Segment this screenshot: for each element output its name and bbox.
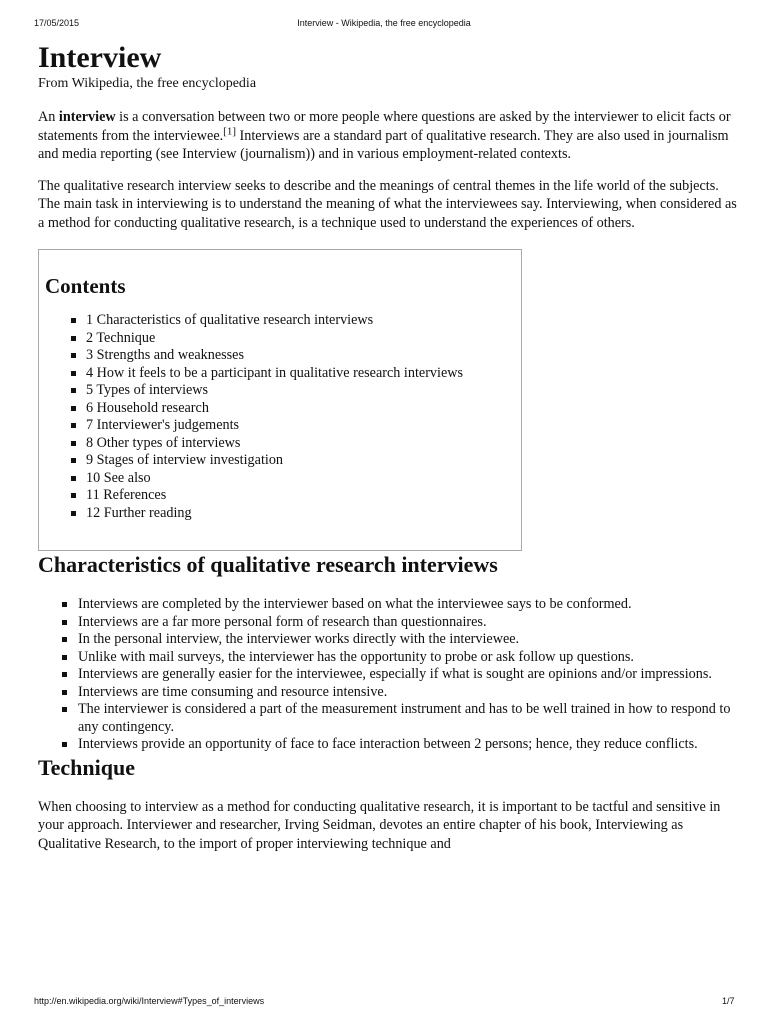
list-item — [38, 614, 738, 632]
bullet-icon — [71, 388, 76, 393]
toc-item[interactable] — [45, 382, 521, 400]
toc-item-text[interactable]: 8 Other types of interviews — [86, 434, 241, 451]
bullet-icon — [62, 742, 67, 747]
toc-item-text[interactable]: 2 Technique — [86, 329, 156, 346]
bullet-icon — [62, 602, 67, 607]
intro-bold-term: interview — [58, 109, 116, 125]
toc-item-text[interactable]: 3 Strengths and weaknesses — [86, 347, 245, 363]
article-content — [38, 40, 738, 853]
toc-item[interactable] — [45, 452, 521, 470]
toc-item[interactable] — [45, 365, 521, 383]
toc-heading: Contents — [45, 274, 126, 298]
bullet-icon — [62, 637, 67, 642]
characteristics-list — [38, 596, 738, 754]
toc-item-text[interactable]: 5 Types of interviews — [86, 382, 209, 398]
list-item-text: In the personal interview, the interviewer works directly with the interviewee. — [78, 631, 520, 647]
second-paragraph: The qualitative research interview seeks to describe and the meanings of central themes in the life world of the subjects. The main task in interviewing is to understand the meaning of what the interviewees say. Interviewing, when considered as a method for conducting qualitative research, is a technique used to understand the experiences of others. — [38, 177, 737, 231]
list-item-text: Unlike with mail surveys, the interviewer has the opportunity to probe or ask follow up questions. — [78, 648, 634, 665]
page-title: Interview — [38, 41, 162, 74]
print-date: 17/05/2015 — [34, 18, 80, 28]
list-item-text: Interviews are completed by the interviewer based on what the interviewee says to be conformed. — [78, 596, 632, 612]
table-of-contents — [38, 249, 522, 551]
list-item-text: Interviews are a far more personal form of research than questionnaires. — [78, 613, 487, 630]
bullet-icon — [71, 458, 76, 463]
toc-item[interactable] — [45, 505, 521, 523]
bullet-icon — [71, 441, 76, 446]
technique-paragraph: When choosing to interview as a method for conducting qualitative research, it is important to be tactful and sensitive in your approach. Interviewer and researcher, Irving Seidman, devotes an entire chapter of his book, Interviewing as Qualitative Research, to the import of proper interviewing technique and — [38, 798, 721, 852]
list-item — [38, 596, 738, 614]
print-header-title: Interview - Wikipedia, the free encyclopedia — [297, 18, 471, 28]
toc-item-text[interactable]: 11 References — [86, 487, 167, 503]
bullet-icon — [71, 423, 76, 428]
bullet-icon — [71, 511, 76, 516]
list-item — [38, 736, 738, 754]
toc-item-text[interactable]: 4 How it feels to be a participant in qualitative research interviews — [86, 364, 464, 381]
bullet-icon — [71, 371, 76, 376]
citation-ref[interactable]: [1] — [223, 124, 236, 137]
toc-item[interactable] — [45, 470, 521, 488]
bullet-icon — [71, 476, 76, 481]
bullet-icon — [62, 707, 67, 712]
intro-text: is a conversation between two or more people where questions are asked by the interviewer to elicit facts or statements from the interviewee. — [38, 109, 731, 144]
list-item — [38, 631, 738, 649]
list-item-text: Interviews are time consuming and resource intensive. — [78, 683, 388, 700]
list-item — [38, 666, 738, 684]
bullet-icon — [62, 620, 67, 625]
bullet-icon — [71, 406, 76, 411]
bullet-icon — [71, 493, 76, 498]
bullet-icon — [71, 353, 76, 358]
toc-item[interactable] — [45, 417, 521, 435]
print-page-number: 1/7 — [722, 996, 735, 1006]
toc-item-text[interactable]: 7 Interviewer's judgements — [86, 417, 240, 433]
bullet-icon — [62, 690, 67, 695]
list-item-text: Interviews provide an opportunity of face to face interaction between 2 persons; hence, they reduce conflicts. — [78, 736, 698, 752]
list-item-text: The interviewer is considered a part of the measurement instrument and has to be well trained in how to respond to any contingency. — [78, 701, 731, 735]
intro-paragraph — [38, 108, 738, 164]
print-footer-url: http://en.wikipedia.org/wiki/Interview#Types_of_interviews — [34, 996, 265, 1006]
toc-item-text[interactable]: 6 Household research — [86, 399, 209, 416]
toc-item[interactable] — [45, 330, 521, 348]
bullet-icon — [62, 655, 67, 660]
toc-item-text[interactable]: 12 Further reading — [86, 504, 192, 521]
section-heading-technique: Technique — [38, 754, 136, 780]
list-item — [38, 701, 738, 736]
toc-item[interactable] — [45, 347, 521, 365]
toc-item-text[interactable]: 10 See also — [86, 469, 151, 486]
toc-item-text[interactable]: 1 Characteristics of qualitative research interviews — [86, 312, 374, 328]
intro-word: An — [38, 109, 56, 125]
intro-text-continued: Interviews are a standard part of qualitative research. They are also used in journalism and media reporting (see Interview (journalism)) and in various employment-related contexts. — [38, 127, 729, 162]
bullet-icon — [71, 318, 76, 323]
list-item — [38, 649, 738, 667]
toc-list — [45, 312, 521, 522]
toc-item[interactable] — [45, 435, 521, 453]
toc-item[interactable] — [45, 400, 521, 418]
toc-item-text[interactable]: 9 Stages of interview investigation — [86, 452, 284, 468]
list-item-text: Interviews are generally easier for the interviewee, especially if what is sought are opinions and/or impressions. — [78, 666, 712, 682]
article-tagline: From Wikipedia, the free encyclopedia — [38, 76, 257, 91]
toc-item[interactable] — [45, 312, 521, 330]
bullet-icon — [62, 672, 67, 677]
list-item — [38, 684, 738, 702]
section-heading-characteristics: Characteristics of qualitative research interviews — [38, 552, 498, 577]
bullet-icon — [71, 336, 76, 341]
toc-item[interactable] — [45, 487, 521, 505]
